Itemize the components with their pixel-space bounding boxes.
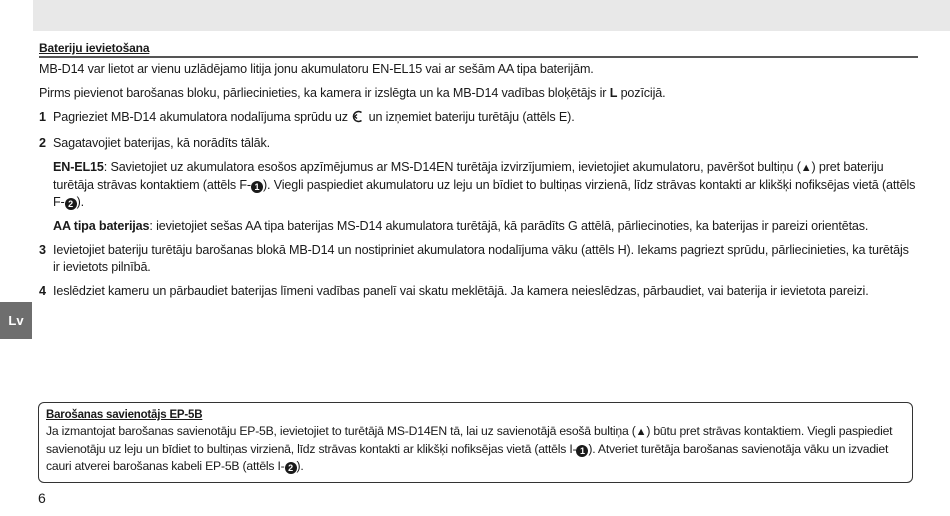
language-tab: Lv [0, 302, 32, 339]
intro-paragraph-2 [39, 85, 918, 102]
step-3-text: Ievietojiet bateriju turētāju barošanas blokā MB-D14 un nostipriniet akumulatora nodalījuma vāku (attēls H). Iekams pagriezt sprūdu, pārliecinieties, ka turētājs ir ievietots pilnībā. [53, 243, 909, 274]
note-text-c: ). Atveriet turētāja barošanas savienotāja vāku un izvadiet cauri atverei barošanas kabeli EP-5B (attēls I- [46, 442, 889, 473]
intro2-text-a: Pirms pievienot barošanas bloku, pārliecinieties, ka kamera ir izslēgta un ka MB-D14 vadības bloķētājs ir [39, 86, 610, 100]
note-text-a: Ja izmantojat barošanas savienotāju EP-5B, ievietojiet to turētājā MS-D14EN tā, lai uz savienotājā esošā bultiņa ( [46, 424, 636, 438]
step-number: 2 [39, 136, 46, 150]
aa-batteries-instructions [53, 218, 918, 235]
aa-text: : ievietojiet sešas AA tipa baterijas MS-D14 akumulatora turētājā, kā parādīts G attēlā, pārliecinoties, ka baterijas ir pareizi orientētas. [149, 219, 869, 233]
intro2-text-b: pozīcijā. [617, 86, 666, 100]
step-number: 1 [39, 110, 46, 124]
step-2 [39, 135, 918, 152]
circled-2-icon: 2 [65, 198, 77, 210]
release-latch-icon [351, 110, 365, 128]
step-1 [39, 109, 918, 128]
step-number: 4 [39, 284, 46, 298]
note-box [38, 402, 913, 483]
arrow-up-icon: ▲ [635, 426, 647, 438]
page-number: 6 [38, 490, 46, 506]
step-4-text: Ieslēdziet kameru un pārbaudiet baterijas līmeni vadības panelī vai skatu meklētājā. Ja kamera neieslēdzas, pārbaudiet, vai baterija ir ievietota pareizi. [53, 284, 869, 298]
en-el15-label: EN-EL15 [53, 160, 104, 174]
note-title: Barošanas savienotājs EP-5B [46, 409, 203, 421]
step-1-text-b: un izņemiet bateriju turētāju (attēls E). [365, 110, 575, 124]
circled-1-icon: 1 [576, 445, 588, 457]
en-el15-text-c: ). Viegli paspiediet akumulatoru uz leju un bīdiet to bultiņas virzienā, līdz strāvas kontakti ar klikšķi nofiksējas vietā (attēls F- [53, 178, 916, 209]
section-title: Bateriju ievietošana [39, 40, 918, 58]
step-3 [39, 242, 918, 276]
aa-label: AA tipa baterijas [53, 219, 150, 233]
en-el15-text-a: : Savietojiet uz akumulatora esošos apzīmējumus ar MS-D14EN turētāja izvirzījumiem, ievietojiet akumulatoru, pavēršot bultiņu ( [103, 160, 801, 174]
en-el15-text-d: ). [76, 195, 84, 209]
note-text-d: ). [296, 459, 304, 473]
main-content [39, 40, 918, 307]
step-number: 3 [39, 243, 46, 257]
step-2-text: Sagatavojiet baterijas, kā norādīts tālāk. [53, 136, 271, 150]
en-el15-instructions [53, 159, 918, 211]
circled-1-icon: 1 [251, 181, 263, 193]
note-text [46, 423, 904, 475]
circled-2-icon: 2 [285, 462, 297, 474]
intro-paragraph-1: MB-D14 var lietot ar vienu uzlādējamo litija jonu akumulatoru EN-EL15 vai ar sešām AA tipa baterijām. [39, 62, 594, 76]
step-4 [39, 283, 918, 300]
note-text-b: ) būtu pret strāvas kontaktiem. Viegli paspiediet savienotāju uz leju un bīdiet to bultiņas virzienā, līdz strāvas kontakti ar klikšķi nofiksējas vietā (attēls I- [46, 424, 893, 456]
step-1-text-a: Pagrieziet MB-D14 akumulatora nodalījuma sprūdu uz [53, 110, 352, 124]
lock-position-label: L [609, 86, 618, 100]
en-el15-text-b: ) pret bateriju turētāja strāvas kontaktiem (attēls F- [53, 160, 884, 192]
header-bar [33, 0, 950, 31]
arrow-up-icon: ▲ [800, 162, 812, 174]
